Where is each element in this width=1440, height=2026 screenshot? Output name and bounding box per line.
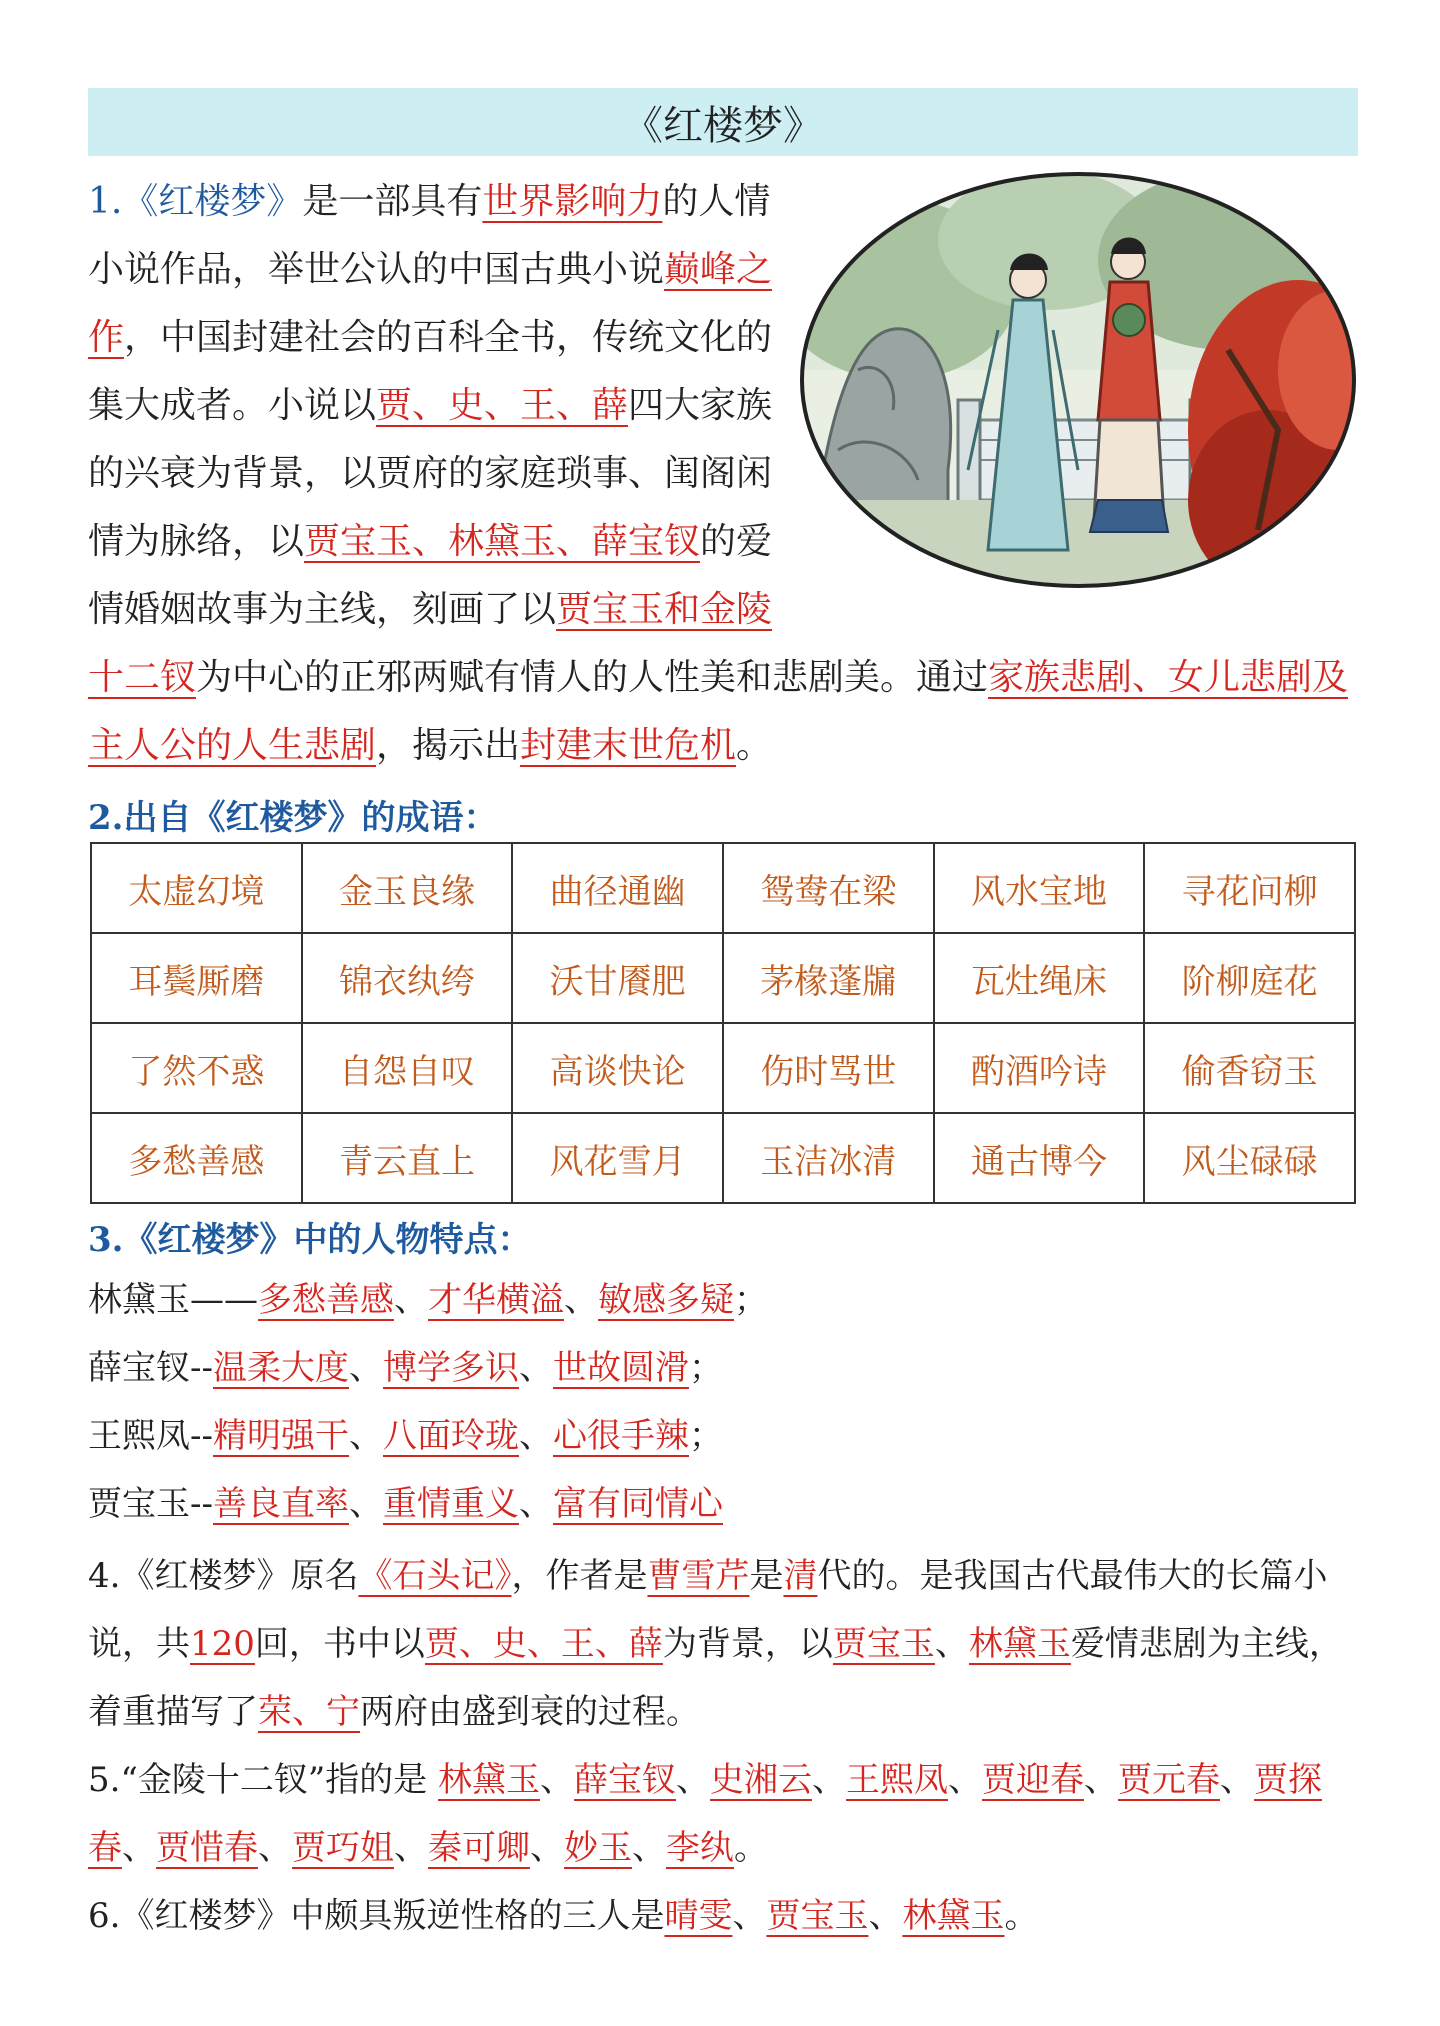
idiom-cell: 多愁善感 xyxy=(91,1113,302,1203)
s5-lead: 5.“金陵十二钗”指的是 xyxy=(88,1760,428,1800)
s4-text-5: 回，书中以 xyxy=(254,1624,425,1664)
separator: 、 xyxy=(564,1280,598,1320)
person-name: 贾巧姐 xyxy=(292,1828,394,1868)
idiom-cell: 了然不惑 xyxy=(91,1023,302,1113)
s4-key-2: 曹雪芹 xyxy=(647,1556,750,1596)
idiom-cell: 风水宝地 xyxy=(934,843,1145,933)
s5-end: 。 xyxy=(734,1828,768,1868)
idiom-cell: 高谈快论 xyxy=(512,1023,723,1113)
list-item xyxy=(88,1334,1358,1402)
idiom-cell: 阶柳庭花 xyxy=(1144,933,1355,1023)
s4-key-5: 贾、史、王、薛 xyxy=(424,1624,663,1664)
person-name: 林黛玉 xyxy=(438,1760,541,1800)
trait: 敏感多疑 xyxy=(598,1280,734,1320)
idiom-cell: 青云直上 xyxy=(302,1113,513,1203)
character-traits xyxy=(88,1266,1358,1538)
idiom-cell: 通古博今 xyxy=(934,1113,1145,1203)
s6-end: 。 xyxy=(1004,1896,1039,1936)
s1-key-7: 封建末世危机 xyxy=(520,725,737,766)
s4-key-3: 清 xyxy=(783,1556,818,1596)
idiom-cell: 茅椽蓬牖 xyxy=(723,933,934,1023)
line-end: ； xyxy=(734,1280,768,1320)
person-name: 史湘云 xyxy=(710,1760,813,1800)
character-name: 林黛玉—— xyxy=(88,1280,258,1320)
s1-text-7: ，揭示出 xyxy=(376,725,521,766)
table-row xyxy=(91,1113,1355,1203)
idiom-cell: 太虚幻境 xyxy=(91,843,302,933)
idiom-cell: 风尘碌碌 xyxy=(1144,1113,1355,1203)
s4-text-9: 两府由盛到衰的过程。 xyxy=(360,1692,700,1732)
trait: 温柔大度 xyxy=(212,1348,349,1388)
table-row xyxy=(91,933,1355,1023)
trait: 善良直率 xyxy=(212,1484,349,1524)
person-name: 贾迎春 xyxy=(982,1760,1085,1800)
list-item xyxy=(88,1402,1358,1470)
s5-paragraph xyxy=(88,1746,1358,1882)
s1-text-1: 是一部具有 xyxy=(302,181,483,222)
idiom-cell: 沃甘餍肥 xyxy=(512,933,723,1023)
s2-heading: 2.出自《红楼梦》的成语： xyxy=(88,798,498,838)
s6-lead: 6.《红楼梦》中颇具叛逆性格的三人是 xyxy=(88,1896,665,1936)
s1-text-3: ，中国封建社会的百科全书，传统文化的集大成者。小说以 xyxy=(88,317,773,426)
idiom-cell: 耳鬓厮磨 xyxy=(91,933,302,1023)
separator: 、 xyxy=(122,1828,156,1868)
person-name: 贾元春 xyxy=(1118,1760,1221,1800)
section-1-intro xyxy=(88,168,1358,780)
trait: 重情重义 xyxy=(382,1484,519,1524)
s4-text-2: ，作者是 xyxy=(511,1556,648,1596)
s1-key-1: 世界影响力 xyxy=(482,181,663,222)
trait: 世故圆滑 xyxy=(552,1348,689,1388)
sections-4-to-6 xyxy=(88,1542,1358,1950)
trait: 心很手辣 xyxy=(552,1416,689,1456)
s4-key-6: 贾宝玉 xyxy=(832,1624,935,1664)
s1-book-title: 《红楼梦》 xyxy=(122,181,303,222)
separator: 、 xyxy=(540,1760,575,1800)
person-name: 贾宝玉 xyxy=(766,1896,869,1936)
s1-text-4: 四大家族的兴衰为背景，以贾府的家庭琐事、闺阁闲情为脉络，以 xyxy=(88,385,773,562)
person-name: 王熙凤 xyxy=(846,1760,949,1800)
separator: 、 xyxy=(394,1280,428,1320)
trait: 八面玲珑 xyxy=(382,1416,519,1456)
s3-heading: 3.《红楼梦》中的人物特点： xyxy=(88,1220,532,1260)
s4-paragraph xyxy=(88,1542,1358,1746)
idiom-cell: 寻花问柳 xyxy=(1144,843,1355,933)
character-name: 薛宝钗-- xyxy=(88,1348,213,1388)
separator: 、 xyxy=(348,1348,383,1388)
s1-text-8: 。 xyxy=(736,725,773,766)
idiom-cell: 瓦灶绳床 xyxy=(934,933,1145,1023)
idiom-cell: 曲径通幽 xyxy=(512,843,723,933)
s1-key-6: 家族悲剧、女儿悲剧及主人公的人生悲剧 xyxy=(88,657,1349,766)
s4-text-7: 、 xyxy=(934,1624,969,1664)
idiom-cell: 酌酒吟诗 xyxy=(934,1023,1145,1113)
separator: 、 xyxy=(394,1828,428,1868)
s1-number: 1. xyxy=(88,181,123,222)
idiom-cell: 金玉良缘 xyxy=(302,843,513,933)
list-item xyxy=(88,1470,1358,1538)
trait: 富有同情心 xyxy=(552,1484,723,1524)
separator: 、 xyxy=(732,1896,767,1936)
s4-text-8: 爱情悲剧为主线，着重描写了 xyxy=(88,1624,1343,1732)
s1-text-2: 的人情小说作品，举世公认的中国古典小说 xyxy=(88,181,771,290)
idiom-cell: 鸳鸯在梁 xyxy=(723,843,934,933)
s4-text-4: 代的。是我国古代最伟大的长篇小说，共 xyxy=(88,1556,1328,1664)
separator: 、 xyxy=(812,1760,847,1800)
separator: 、 xyxy=(632,1828,666,1868)
two-ladies-garden-illustration xyxy=(798,170,1358,590)
separator: 、 xyxy=(868,1896,903,1936)
person-name: 林黛玉 xyxy=(902,1896,1005,1936)
separator: 、 xyxy=(530,1828,564,1868)
separator: 、 xyxy=(258,1828,292,1868)
idiom-cell: 伤时骂世 xyxy=(723,1023,934,1113)
s4-text-6: 为背景，以 xyxy=(662,1624,833,1664)
s1-text-6: 为中心的正邪两赋有情人的人性美和悲剧美。通过 xyxy=(196,657,989,698)
person-name: 贾惜春 xyxy=(156,1828,258,1868)
separator: 、 xyxy=(348,1484,383,1524)
character-name: 贾宝玉-- xyxy=(88,1484,213,1524)
idiom-cell: 风花雪月 xyxy=(512,1113,723,1203)
s1-key-3: 贾、史、王、薛 xyxy=(376,385,629,426)
list-item xyxy=(88,1266,1358,1334)
separator: 、 xyxy=(1084,1760,1119,1800)
idiom-table xyxy=(90,842,1356,1204)
s4-text-1: 4.《红楼梦》原名 xyxy=(88,1556,359,1596)
table-row xyxy=(91,1023,1355,1113)
s4-key-8: 荣、宁 xyxy=(258,1692,360,1732)
separator: 、 xyxy=(1220,1760,1255,1800)
trait: 多愁善感 xyxy=(258,1280,394,1320)
trait: 精明强干 xyxy=(212,1416,349,1456)
s1-key-4: 贾宝玉、林黛玉、薛宝钗 xyxy=(304,521,701,562)
s4-key-1: 《石头记》 xyxy=(358,1556,512,1596)
page-title-text: 《红楼梦》 xyxy=(623,102,823,149)
person-name: 李纨 xyxy=(666,1828,734,1868)
line-end: ； xyxy=(688,1416,723,1456)
separator: 、 xyxy=(518,1484,553,1524)
s1-key-5: 贾宝玉和金陵十二钗 xyxy=(88,589,773,698)
table-row xyxy=(91,843,1355,933)
s4-key-4: 120 xyxy=(190,1624,255,1664)
separator: 、 xyxy=(348,1416,383,1456)
person-name: 晴雯 xyxy=(664,1896,733,1936)
s4-key-7: 林黛玉 xyxy=(968,1624,1071,1664)
separator: 、 xyxy=(676,1760,711,1800)
separator: 、 xyxy=(518,1416,553,1456)
separator: 、 xyxy=(518,1348,553,1388)
trait: 博学多识 xyxy=(382,1348,519,1388)
s4-text-3: 是 xyxy=(749,1556,784,1596)
separator: 、 xyxy=(948,1760,983,1800)
line-end: ； xyxy=(688,1348,723,1388)
person-name: 妙玉 xyxy=(564,1828,632,1868)
character-name: 王熙凤-- xyxy=(88,1416,213,1456)
idiom-cell: 偷香窃玉 xyxy=(1144,1023,1355,1113)
idiom-cell: 自怨自叹 xyxy=(302,1023,513,1113)
person-name: 贾探春 xyxy=(88,1760,1323,1868)
idiom-cell: 锦衣纨绔 xyxy=(302,933,513,1023)
s1-text-5: 的爱情婚姻故事为主线，刻画了以 xyxy=(88,521,773,630)
person-name: 秦可卿 xyxy=(428,1828,530,1868)
s1-key-2: 巅峰之作 xyxy=(88,249,773,358)
person-name: 薛宝钗 xyxy=(574,1760,677,1800)
idiom-cell: 玉洁冰清 xyxy=(723,1113,934,1203)
s6-name-list xyxy=(664,1896,1004,1936)
page-title xyxy=(88,88,1358,156)
trait: 才华横溢 xyxy=(428,1280,564,1320)
s6-paragraph xyxy=(88,1882,1358,1950)
